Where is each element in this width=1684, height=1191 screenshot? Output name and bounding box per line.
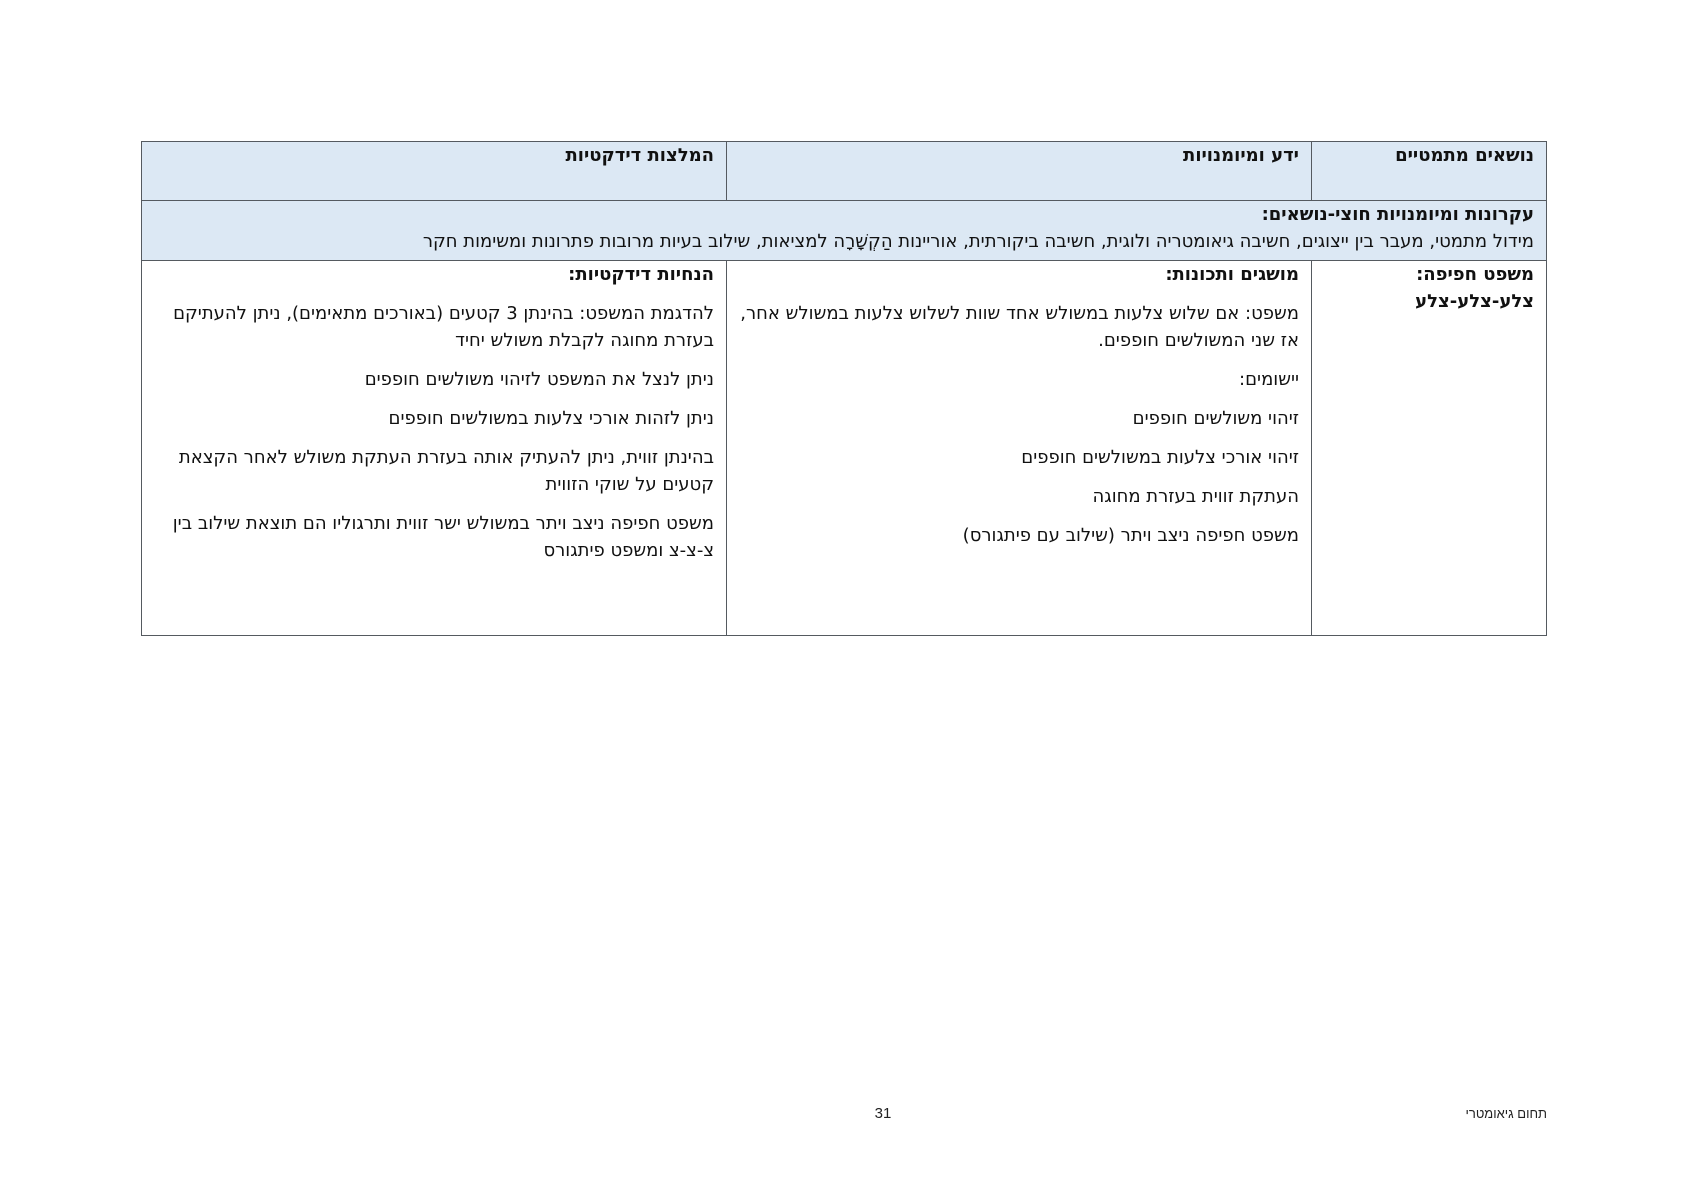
header-topics: נושאים מתמטיים [1312, 142, 1547, 201]
footer-domain-label: תחום גיאומטרי [1465, 1106, 1547, 1121]
principles-cell [142, 201, 1547, 261]
concepts-item: זיהוי משולשים חופפים [1132, 408, 1299, 429]
concepts-title: מושגים ותכונות: [1165, 264, 1299, 285]
header-recommendations: המלצות דידקטיות [142, 142, 727, 201]
principles-title: עקרונות ומיומנויות חוצי-נושאים: [1261, 204, 1534, 225]
guidance-cell [142, 261, 727, 636]
guidance-item: להדגמת המשפט: בהינתן 3 קטעים (באורכים מתאימים), ניתן להעתיקם בעזרת מחוגה לקבלת משולש יחיד [173, 303, 714, 351]
concepts-item: זיהוי אורכי צלעות במשולשים חופפים [1021, 447, 1299, 468]
topic-title: משפט חפיפה: צלע-צלע-צלע [1415, 264, 1534, 312]
table-header-row [142, 142, 1547, 201]
concepts-item: העתקת זווית בעזרת מחוגה [1092, 486, 1299, 507]
concepts-item: משפט חפיפה ניצב ויתר (שילוב עם פיתגורס) [962, 525, 1299, 546]
guidance-title: הנחיות דידקטיות: [568, 264, 714, 285]
concepts-cell [727, 261, 1312, 636]
page-number: 31 [874, 1105, 892, 1122]
curriculum-table [141, 141, 1547, 636]
header-knowledge: ידע ומיומנויות [727, 142, 1312, 201]
principles-row [142, 201, 1547, 261]
principles-text: מידול מתמטי, מעבר בין ייצוגים, חשיבה גיאומטריה ולוגית, חשיבה ביקורתית, אוריינות הַקְשָׁרָה למציאות, שילוב בעיות מרובות פתרונות ומשימות חקר [422, 231, 1534, 252]
guidance-item: ניתן לזהות אורכי צלעות במשולשים חופפים [388, 408, 714, 429]
concepts-item: משפט: אם שלוש צלעות במשולש אחד שוות לשלוש צלעות במשולש אחר, אז שני המשולשים חופפים. [740, 303, 1299, 351]
guidance-item: בהינתן זווית, ניתן להעתיק אותה בעזרת העתקת משולש לאחר הקצאת קטעים על שוקי הזווית [178, 447, 714, 495]
table-row [142, 261, 1547, 636]
concepts-item: יישומים: [1239, 369, 1299, 390]
guidance-item: ניתן לנצל את המשפט לזיהוי משולשים חופפים [364, 369, 714, 390]
guidance-item: משפט חפיפה ניצב ויתר במשולש ישר זווית ותרגוליו הם תוצאת שילוב בין צ-צ-צ ומשפט פיתגורס [172, 513, 714, 561]
topic-cell [1312, 261, 1547, 636]
